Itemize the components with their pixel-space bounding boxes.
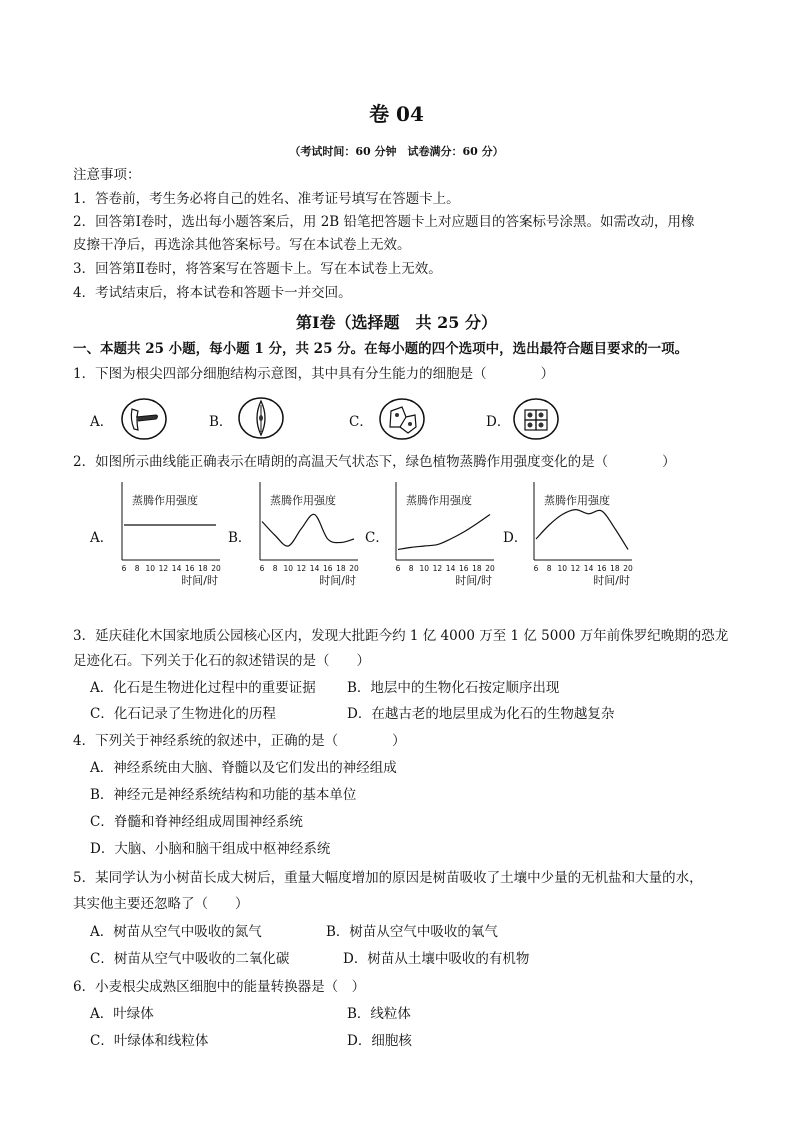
x-tick-label: 16 [596, 564, 607, 573]
q1-option-d-letter: D． [486, 414, 511, 430]
x-tick-label: 8 [546, 564, 552, 573]
root-cell-a-image [120, 397, 168, 442]
q4-option-a: A．神经系统由大脑、脊髓以及它们发出的神经组成 [90, 760, 397, 776]
q5-option-d: D．树苗从土壤中吸收的有机物 [343, 951, 530, 967]
q3-option-c: C．化石记录了生物进化的历程 [90, 706, 276, 722]
x-tick-label: 20 [485, 564, 495, 573]
q1-option-c-letter: C． [349, 414, 373, 430]
x-tick-label: 8 [408, 564, 414, 573]
x-tick-label: 10 [557, 564, 568, 573]
q6-option-d: D．细胞核 [347, 1033, 412, 1049]
x-tick-label: 6 [121, 564, 127, 573]
x-tick-label: 6 [259, 564, 265, 573]
q5-stem-line2: 其实他主要还忽略了（ ） [73, 896, 249, 912]
q2-stem: 2．如图所示曲线能正确表示在晴朗的高温天气状态下，绿色植物蒸腾作用强度变化的是（ ） [73, 454, 676, 470]
q6-stem: 6．小麦根尖成熟区细胞中的能量转换器是（ ） [73, 979, 366, 995]
q2-option-c-letter: C． [365, 530, 389, 546]
root-cell-d-image [512, 397, 560, 442]
x-axis-label: 时间/时 [181, 574, 218, 587]
q3-stem-line2: 足迹化石。下列关于化石的叙述错误的是（ ） [73, 653, 370, 669]
x-tick-label: 20 [623, 564, 633, 573]
exam-subtitle: （考试时间：60 分钟 试卷满分：60 分） [289, 145, 504, 158]
chart-c [386, 478, 504, 588]
q5-option-c: C．树苗从空气中吸收的二氧化碳 [90, 951, 290, 967]
y-axis-label: 蒸腾作用强度 [132, 494, 198, 507]
x-tick-label: 12 [296, 564, 307, 573]
x-tick-label: 16 [458, 564, 469, 573]
q3-stem-line1: 3．延庆硅化木国家地质公园核心区内，发现大批距今约 1 亿 4000 万至 1 亿 5000 万年前侏罗纪晚期的恐龙 [73, 628, 729, 644]
series-line [262, 514, 354, 546]
x-tick-label: 18 [610, 564, 620, 573]
root-cell-c-image [378, 397, 426, 442]
series-line [398, 515, 490, 550]
x-axis-label: 时间/时 [593, 574, 630, 587]
y-axis-label: 蒸腾作用强度 [270, 494, 336, 507]
q2-option-b-letter: B． [228, 530, 252, 546]
x-tick-label: 14 [171, 564, 182, 573]
q3-option-d: D．在越古老的地层里成为化石的生物越复杂 [347, 706, 615, 722]
x-tick-label: 6 [395, 564, 401, 573]
y-axis-label: 蒸腾作用强度 [544, 494, 610, 507]
x-tick-label: 14 [309, 564, 320, 573]
x-tick-label: 12 [570, 564, 581, 573]
q4-option-d: D．大脑、小脑和脑干组成中枢神经系统 [90, 841, 331, 857]
notice-item: 4．考试结束后，将本试卷和答题卡一并交回。 [73, 285, 352, 301]
q4-option-b: B．神经元是神经系统结构和功能的基本单位 [90, 787, 357, 803]
x-tick-label: 10 [419, 564, 430, 573]
section-instruction: 一、本题共 25 小题，每小题 1 分，共 25 分。在每小题的四个选项中，选出最符合题目要求的一项。 [73, 341, 689, 357]
q5-option-a: A．树苗从空气中吸收的氮气 [90, 924, 262, 940]
x-tick-label: 10 [283, 564, 294, 573]
notice-item: 皮擦干净后，再选涂其他答案标号。写在本试卷上无效。 [73, 237, 411, 253]
x-tick-label: 6 [533, 564, 539, 573]
notice-item: 1．答卷前，考生务必将自己的姓名、准考证号填写在答题卡上。 [73, 191, 460, 207]
q3-option-a: A．化石是生物进化过程中的重要证据 [90, 680, 316, 696]
q5-stem-line1: 5．某同学认为小树苗长成大树后，重量大幅度增加的原因是树苗吸收了土壤中少量的无机盐和大量的水， [73, 870, 703, 886]
chart-d [524, 478, 642, 588]
x-tick-label: 14 [445, 564, 456, 573]
x-tick-label: 8 [272, 564, 278, 573]
x-tick-label: 18 [198, 564, 208, 573]
series-line [536, 510, 628, 550]
x-tick-label: 16 [184, 564, 195, 573]
x-tick-label: 12 [158, 564, 169, 573]
q4-option-c: C．脊髓和脊神经组成周围神经系统 [90, 814, 303, 830]
x-tick-label: 20 [349, 564, 359, 573]
x-tick-label: 20 [211, 564, 221, 573]
q6-option-a: A．叶绿体 [90, 1006, 154, 1022]
q6-option-c: C．叶绿体和线粒体 [90, 1033, 209, 1049]
notice-item: 2．回答第Ⅰ卷时，选出每小题答案后，用 2B 铅笔把答题卡上对应题目的答案标号涂黑。如需改动，用橡 [73, 214, 695, 230]
q3-option-b: B．地层中的生物化石按定顺序出现 [347, 680, 560, 696]
notice-item: 3．回答第Ⅱ卷时，将答案写在答题卡上。写在本试卷上无效。 [73, 261, 442, 277]
section-title: 第Ⅰ卷（选择题 共 25 分） [296, 313, 497, 332]
q2-option-a-letter: A． [90, 530, 114, 546]
exam-title: 卷 04 [369, 102, 424, 126]
root-cell-b-image [237, 396, 285, 441]
q5-option-b: B．树苗从空气中吸收的氧气 [326, 924, 498, 940]
notice-heading: 注意事项： [73, 167, 141, 183]
x-tick-label: 14 [583, 564, 594, 573]
chart-a [112, 478, 230, 588]
q1-option-b-letter: B． [209, 414, 233, 430]
q4-stem: 4．下列关于神经系统的叙述中，正确的是（ ） [73, 733, 406, 749]
chart-b [250, 478, 368, 588]
x-tick-label: 16 [322, 564, 333, 573]
x-tick-label: 18 [336, 564, 346, 573]
q2-option-d-letter: D． [503, 530, 528, 546]
x-tick-label: 8 [134, 564, 140, 573]
x-tick-label: 12 [432, 564, 443, 573]
q1-stem: 1．下图为根尖四部分细胞结构示意图，其中具有分生能力的细胞是（ ） [73, 366, 555, 382]
q6-option-b: B．线粒体 [347, 1006, 411, 1022]
y-axis-label: 蒸腾作用强度 [406, 494, 472, 507]
x-tick-label: 18 [472, 564, 482, 573]
x-axis-label: 时间/时 [319, 574, 356, 587]
x-tick-label: 10 [145, 564, 156, 573]
q1-option-a-letter: A． [90, 414, 114, 430]
x-axis-label: 时间/时 [455, 574, 492, 587]
